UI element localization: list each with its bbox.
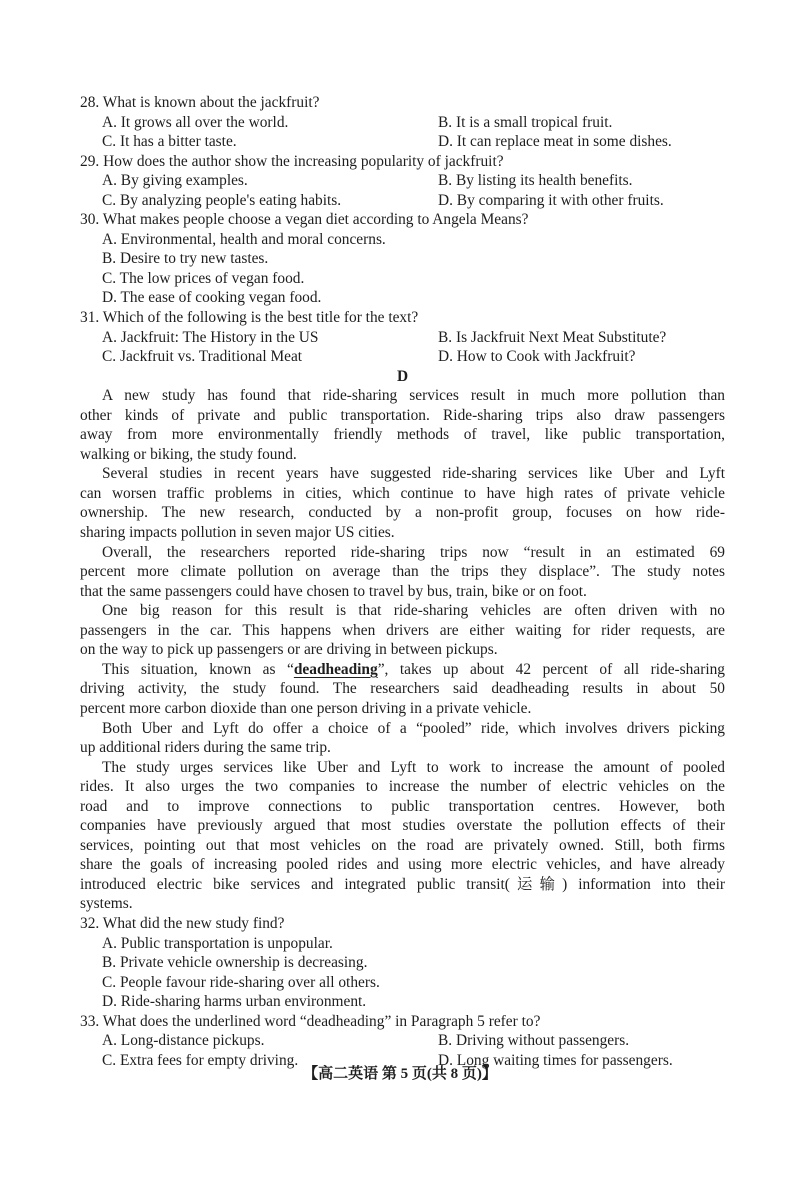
option-d: D. The ease of cooking vegan food.: [102, 289, 322, 307]
option-d: D. Long waiting times for passengers.: [438, 1051, 673, 1069]
question-stem: 31. Which of the following is the best title for the text?: [80, 309, 419, 327]
passage: [80, 386, 725, 914]
option-b: B. Driving without passengers.: [438, 1032, 630, 1050]
option-c: C. By analyzing people's eating habits.: [102, 191, 342, 209]
text-line: Overall, the researchers reported ride-sharing trips now “result in an estimated 69: [102, 543, 725, 561]
text-line: road and to improve connections to public transportation centres. However, both: [80, 797, 725, 815]
text-line: driving activity, the study found. The researchers said deadheading results in about 50: [80, 680, 725, 698]
paragraph-1: [80, 386, 725, 464]
question-stem: 32. What did the new study find?: [80, 914, 285, 932]
option-b: B. Private vehicle ownership is decreasing.: [102, 954, 368, 972]
question-stem: 30. What makes people choose a vegan diet according to Angela Means?: [80, 211, 529, 229]
text-line: sharing impacts pollution in seven major US cities.: [80, 524, 395, 542]
paragraph-4: [80, 601, 725, 660]
question-stem: 33. What does the underlined word “deadheading” in Paragraph 5 refer to?: [80, 1012, 541, 1030]
option-d: D. By comparing it with other fruits.: [438, 191, 664, 209]
text-line: ownership. The new research, conducted by a non-profit group, focuses on how ride-: [80, 504, 725, 522]
exam-page: [80, 93, 725, 1070]
text-line: up additional riders during the same trip.: [80, 739, 331, 757]
option-a: A. By giving examples.: [102, 172, 248, 190]
option-a: A. Long-distance pickups.: [102, 1032, 265, 1050]
text-line: introduced electric bike services and integrated public transit(运输) information into their: [80, 875, 725, 893]
question-stem: 29. How does the author show the increasing popularity of jackfruit?: [80, 152, 504, 170]
option-a: A. Environmental, health and moral concerns.: [102, 230, 386, 248]
text-line: Both Uber and Lyft do offer a choice of a “pooled” ride, which involves drivers picking: [102, 719, 725, 737]
question-32: [80, 914, 725, 1012]
question-stem: 28. What is known about the jackfruit?: [80, 94, 320, 111]
text-line: companies have previously argued that most studies overstate the pollution effects of their: [80, 817, 725, 835]
text-line: percent more climate pollution on average than the trips they displace”. The study notes: [80, 563, 725, 581]
option-d: D. It can replace meat in some dishes.: [438, 133, 672, 151]
option-c: C. Jackfruit vs. Traditional Meat: [102, 348, 303, 366]
page-footer: 【高二英语 第 5 页(共 8 页)】: [303, 1066, 497, 1082]
option-b: B. It is a small tropical fruit.: [438, 113, 613, 131]
text-line: services, pointing out that most vehicles on the road are privately owned. Still, both firms: [80, 836, 725, 854]
option-c: C. Extra fees for empty driving.: [102, 1051, 299, 1069]
option-a: A. Jackfruit: The History in the US: [102, 328, 319, 346]
text-line: Several studies in recent years have suggested ride-sharing services like Uber and Lyft: [102, 465, 725, 483]
text-line: rides. It also urges the two companies to increase the number of electric vehicles on the: [80, 778, 725, 796]
paragraph-3: [80, 543, 725, 602]
paragraph-5: This situation, known as “deadheading”, takes up about 42 percent of all ride-sharing driving activity, the study found. The researchers said deadheading results in about 50 percent more carbon dioxide than one person driving in a private vehicle.: [80, 660, 725, 717]
question-31: [80, 308, 725, 367]
paragraph-2: [80, 464, 725, 542]
text-line: other kinds of private and public transportation. Ride-sharing trips also draw passengers: [80, 406, 725, 424]
option-c: C. The low prices of vegan food.: [102, 269, 305, 287]
option-b: B. By listing its health benefits.: [438, 172, 633, 190]
text-line: that the same passengers could have chosen to travel by bus, train, bike or on foot.: [80, 582, 587, 600]
option-c: C. It has a bitter taste.: [102, 133, 237, 151]
text-line: away from more environmentally friendly methods of travel, like public transportation,: [80, 426, 725, 444]
text-line: The study urges services like Uber and Lyft to work to increase the amount of pooled: [102, 758, 725, 776]
text-line: share the goals of increasing pooled rides and using more electric vehicles, and have already: [80, 856, 725, 874]
text-line: One big reason for this result is that ride-sharing vehicles are often driven with no: [102, 602, 725, 620]
option-d: D. How to Cook with Jackfruit?: [438, 348, 636, 366]
paragraph-7: [80, 758, 725, 914]
text-line: passengers in the car. This happens when drivers are either waiting for rider requests, are: [80, 621, 725, 639]
option-d: D. Ride-sharing harms urban environment.: [102, 993, 367, 1011]
text-line: percent more carbon dioxide than one person driving in a private vehicle.: [80, 699, 532, 717]
question-28: [80, 93, 725, 152]
question-29: [80, 152, 725, 211]
text-line: A new study has found that ride-sharing services result in much more pollution than: [102, 387, 725, 405]
option-c: C. People favour ride-sharing over all others.: [102, 973, 380, 991]
option-b: B. Is Jackfruit Next Meat Substitute?: [438, 328, 667, 346]
question-30: [80, 210, 725, 308]
section-heading: D: [396, 367, 409, 385]
underlined-keyword: deadheading: [293, 660, 378, 678]
text-line: on the way to pick up passengers or are driving in between pickups.: [80, 641, 498, 659]
option-a: A. It grows all over the world.: [102, 113, 289, 131]
option-b: B. Desire to try new tastes.: [102, 250, 269, 268]
paragraph-6: [80, 719, 725, 758]
text-line: systems.: [80, 895, 133, 913]
text-line: walking or biking, the study found.: [80, 445, 297, 463]
option-a: A. Public transportation is unpopular.: [102, 934, 333, 952]
text-line: can worsen traffic problems in cities, which continue to have high rates of private vehicle: [80, 484, 725, 502]
